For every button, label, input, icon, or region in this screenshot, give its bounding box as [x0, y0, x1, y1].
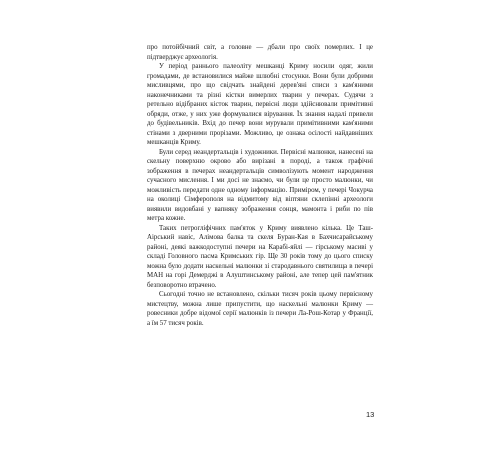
paragraph-2: У період раннього палеоліту мешканці Криму носили одяг, жили громадами, де встановилися майже шлюбні стосунки. Вони були добрими мисливцями, про що свідчать знайдені дерев'яні списи з кам'яними наконечниками та різні кістки вимерлих тварин у печерах. Судячи з ретельно відібраних кісток тварин, первісні люди здійснювали примітивні обряди, отже, у них уже формувалися вірування. Їх знання надалі привели до будівельників. Вхід до печер вони мурували примітивними кам'яними стінами з дверними прорізами. Можливо, це ознака осілості найдавніших мешканців Криму.	[147, 63, 373, 146]
paragraph-1: про потойбічний світ, а головне — дбали про своїх померлих. І це підтверджує археологія.	[147, 44, 373, 61]
page-number: 13	[366, 410, 375, 419]
paragraph-4: Таких петрогліфічних пам'яток у Криму виявлено кілька. Це Таш-Аірський навіс, Алімова балка та скеля Буран-Кая в Бахчисарайському районі, деякі важкодоступні печери на Карабі-яйлі — гірському масиві у складі Головного пасма Кримських гір. Ще 30 років тому до цього списку можна було додати наскельні малюнки зі стародавнього святилища в печері МАН на горі Демерджі в Алуштинському районі, але тепер цей пам'ятник безповоротно втрачено.	[147, 224, 373, 289]
paragraph-3: Були серед неандертальців і художники. Первісні малюнки, нанесені на скельну поверхню окрово або вирізані в породі, а також графічні зображення в печерах неандертальців символізують момент народження сучасного мислення. І ми досі не знаємо, чи були це просто малюнки, чи можливість передати одне одному інформацію. Приміром, у печері Чокурча на околиці Сімферополя на відмитому від віптяни склепінні археологи виявили видовбані у вапняку зображення сонця, мамонта і риби по пів метра кожне.	[147, 148, 373, 222]
paragraph-5: Сьогодні точно не встановлено, скільки тисяч років цьому первісному мистецтву, можна лише припустити, що наскельні малюнки Криму — ровесники добре відомої серії малюнків із печери Ла-Рош-Котар у Франції, а їм 57 тисяч років.	[147, 291, 373, 327]
body-text	[147, 43, 373, 328]
